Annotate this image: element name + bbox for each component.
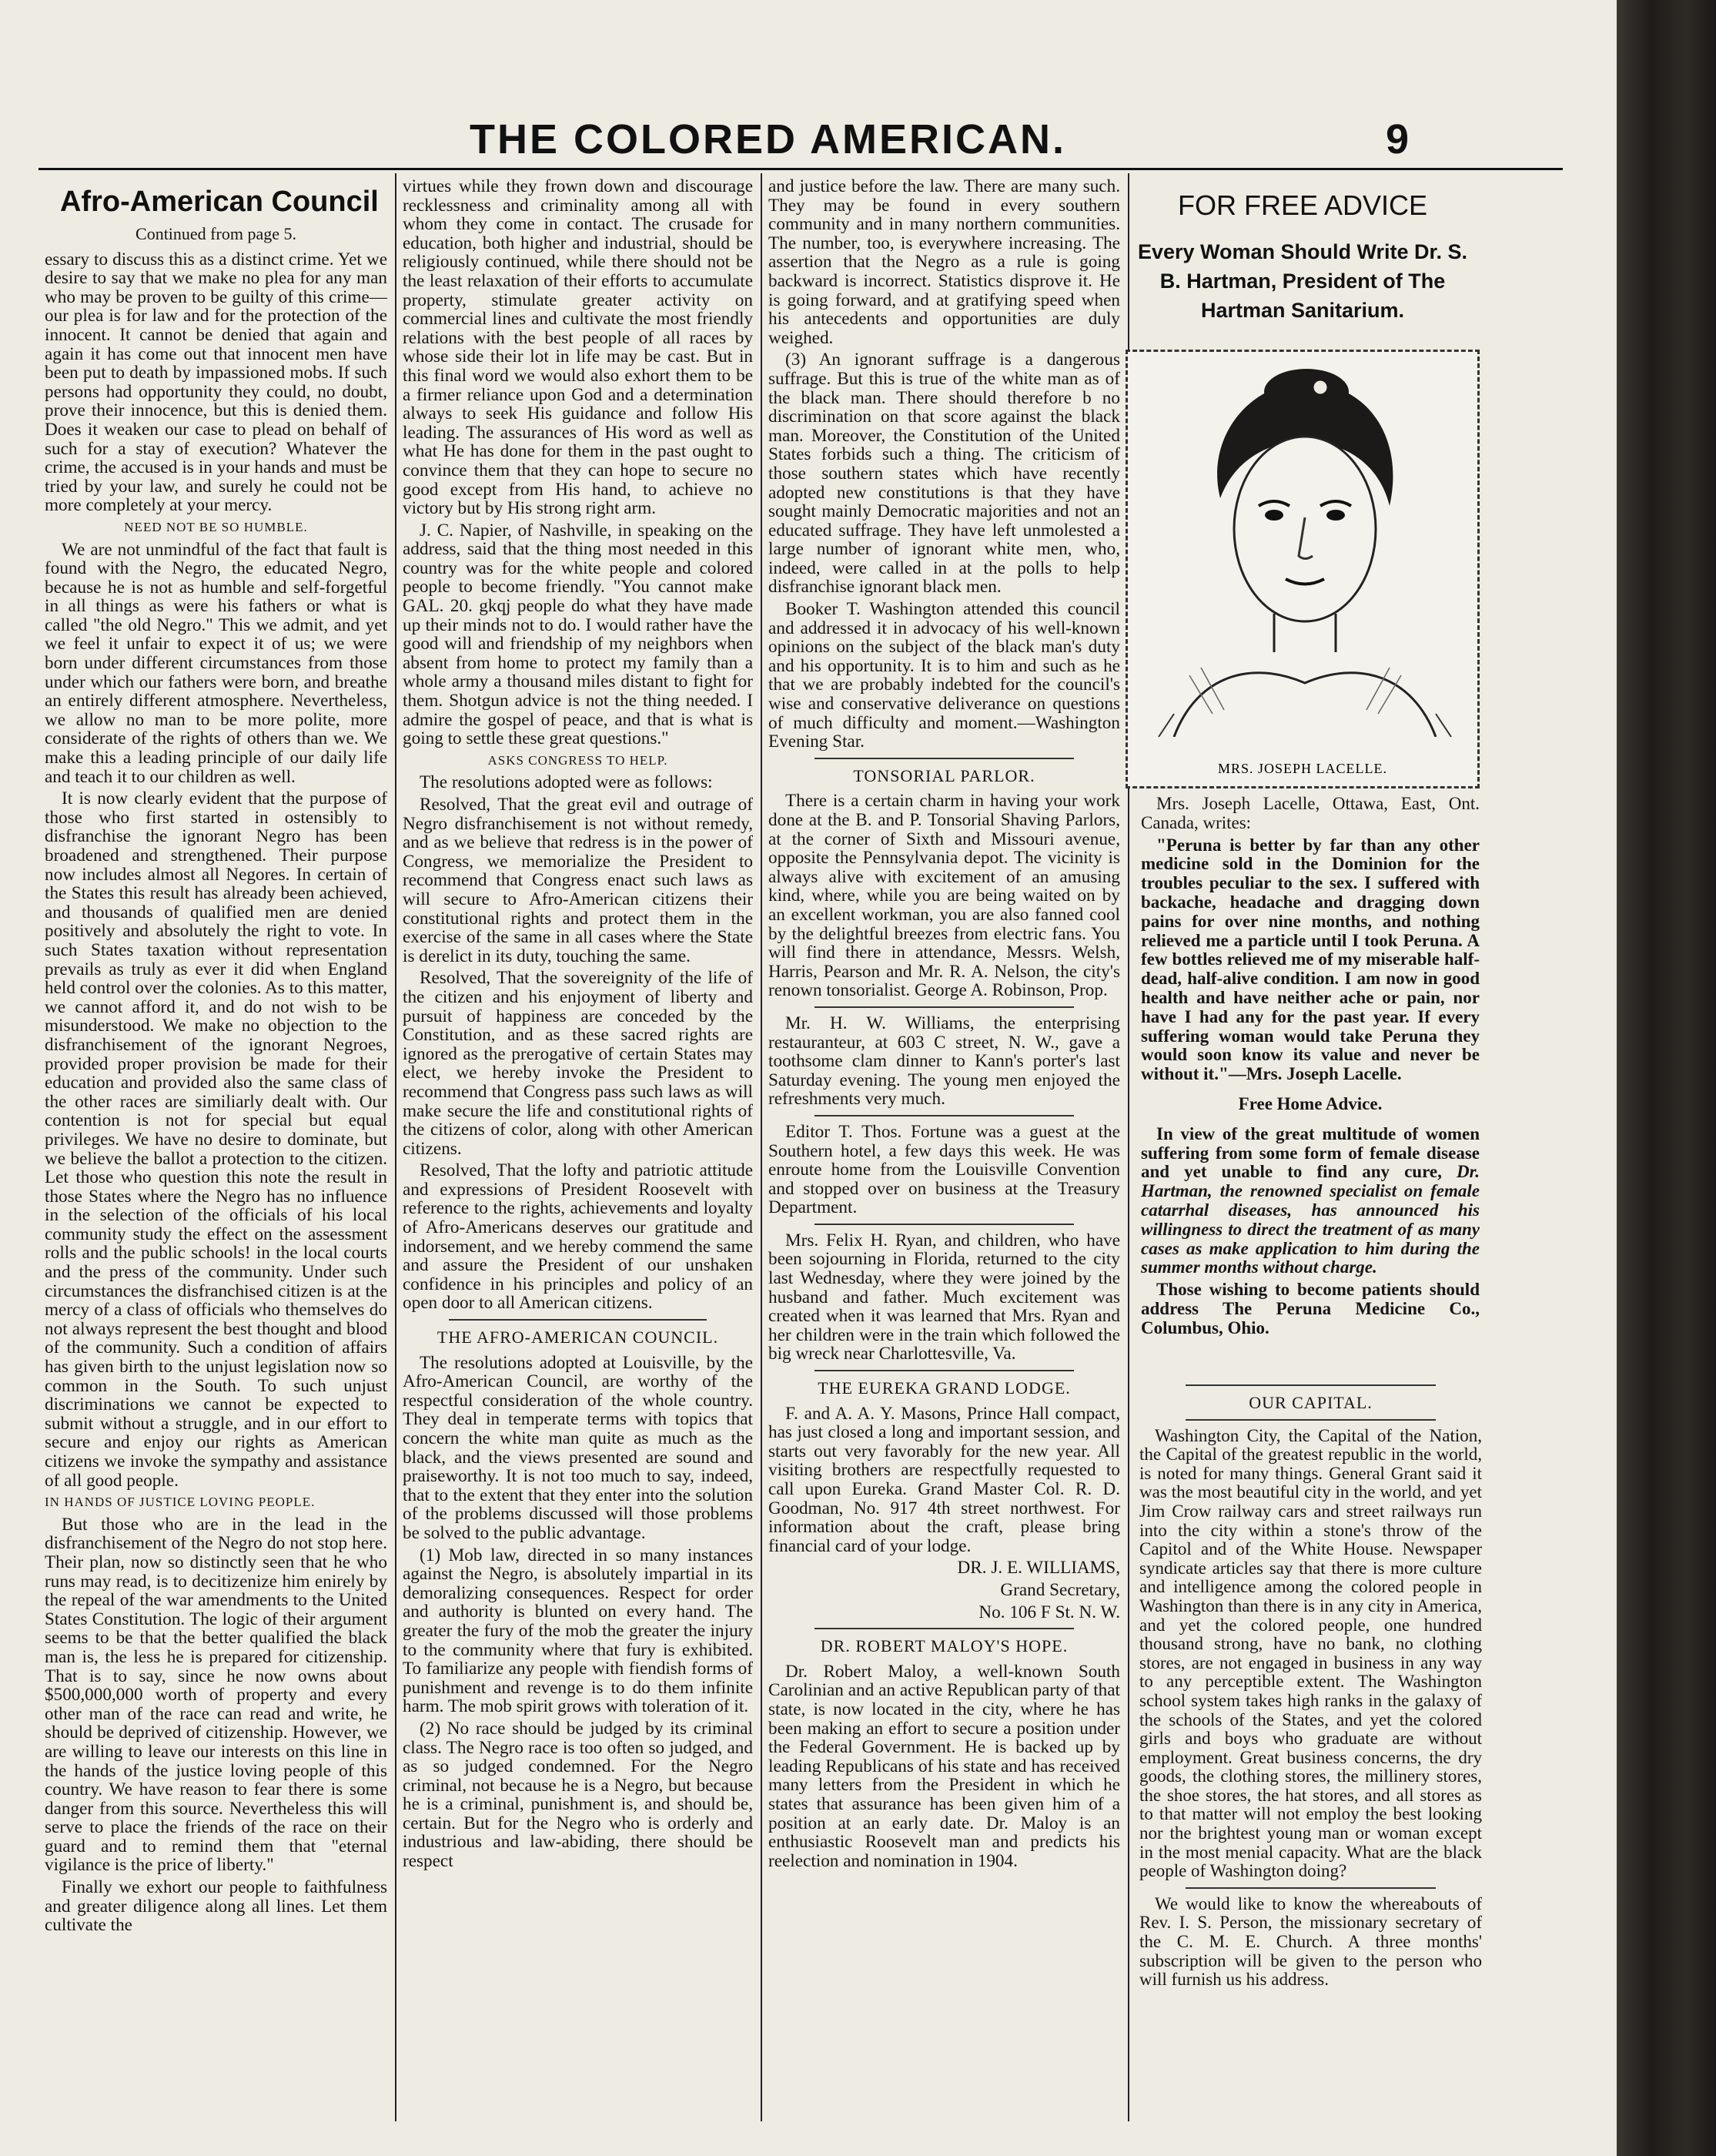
subheading: NEED NOT BE SO HUMBLE. xyxy=(124,519,308,534)
paragraph: F. and A. A. Y. Masons, Prince Hall compact, has just closed a long and important session, and starts out very favorably for the new year. All visiting brothers are respectfully requested to call upon Eureka. Grand Master Col. R. D. Goodman, No. 917 4th street northwest. For information about the craft, please bring financial card of your lodge. xyxy=(768,1403,1120,1556)
paragraph: Mrs. Felix H. Ryan, and children, who have been sojourning in Florida, returned to the city last Wednesday, where they were joined by the husband and father. Much excitement was created when it was learned that Mrs. Ryan and her children were in the train which followed the big wreck near Charlottesville, Va. xyxy=(768,1230,1120,1364)
section-heading: THE AFRO-AMERICAN COUNCIL. xyxy=(437,1327,719,1348)
ad-title: FOR FREE ADVICE xyxy=(1177,189,1428,221)
continued-note: Continued from page 5. xyxy=(135,224,296,243)
paragraph: Resolved, That the great evil and outrage of Negro disfranchisement is not without remedy, and as we believe that redress is in the power of Congress, we memorialize the President to recommend that Congress enact such laws as will secure to Afro-American citizens their constitutional rights and protect them in the exercise of the same in all cases where the State is derelict in its duty, touching the same. xyxy=(403,795,753,966)
ad-offer-emphasis: Dr. Hartman, the renowned specialist on female catarrhal diseases, has announced his willingness to direct the treatment of as many cases as make application to him during the summer months without charge. xyxy=(1141,1162,1480,1277)
ad-body xyxy=(1141,795,1480,1341)
page-header xyxy=(0,116,1540,169)
column-2 xyxy=(403,177,753,1874)
paragraph: Mr. H. W. Williams, the enterprising restauranteur, at 603 C street, N. W., gave a toothsome clam dinner to Kann's porter's last Saturday evening. The young men enjoyed the refreshments very much. xyxy=(768,1013,1120,1110)
article-title: Afro-American Council xyxy=(60,186,379,218)
section-heading: TONSORIAL PARLOR. xyxy=(853,765,1035,785)
paragraph: We are not unmindful of the fact that fault is found with the Negro, the educated Negro, because he is not as humble and self-forgetful in all things as were his fathers or what is called "the old Negro." This we admit, and yet we feel it unfair to expect it of us; we were born under different circumstances from those under which our fathers were born, and breathe an entirely different atmosphere. Nevertheless, we allow no man to be more polite, more considerate of the rights of others than we. We make this a leading principle of our daily life and teach it to our children as well. xyxy=(45,539,387,787)
paragraph xyxy=(1141,1125,1480,1277)
paragraph: It is now clearly evident that the purpose of those who first started in ostensibly to disfranchise the ignorant Negro has been broadened and strengthened. Their purpose now includes almost all Negores. In certain of the States this result has already been achieved, and thousands of qualified men are denied positively and absolutely the right to vote. In such States taxation without representation prevails as truly as ever it did when England held control over the colonies. As to this matter, we cannot afford it, and do not wish to be misunderstood. We make no objection to the disfranchisement of the ignorant Negroes, provided proper provision be made for their education and provided also the same class of the other races are similiarly dealt with. Our contention is not for special but equal privileges. We have no desire to dominate, but we believe the ballot a protection to the citizen. Let those who question this note the result in those States where the Negro has no influence in the selection of the officials of his local community study the effect on the assessment rolls and the public schools! in the local courts and the press of the community. Under such circumstances the disfranchised citizen is at the mercy of a class of officials who themselves do not always represent the best thought and blood of the community. Such a condition of affairs has given birth to the unjust legislation now so common in the South. To such unjust discriminations we cannot be expected to submit without a struggle, and in our effort to secure and enjoy our rights as American citizens we invoke the sympathy and assistance of all good people. xyxy=(45,788,387,1491)
page-number: 9 xyxy=(1386,116,1410,162)
paragraph: But those who are in the lead in the disfranchisement of the Negro do not stop here. Their plan, now so distinctly seen that he who runs may read, is to decitizenize him enirely by the repeal of the war amendments to the United States Constitution. The logic of their argument seems to be that the better qualified the black man is, the less he is prepared for citizenship. That is to say, since he now owns about $500,000,000 worth of property and every other man of the race can read and write, he should be deprived of citizenship. However, we are willing to leave our interests on this line in the hands of the justice loving people of this country. We have reason to fear there is some danger from this source. Nevertheless this will serve to place the friends of the race on their guard and to remind them that "eternal vigilance is the price of liberty." xyxy=(45,1514,387,1876)
ad-offer-text: In view of the great multitude of women suffering from some form of female disease and yet unable to find any cure, xyxy=(1141,1123,1480,1182)
divider xyxy=(815,1006,1074,1008)
paragraph: Booker T. Washington attended this council and addressed it in advocacy of his well-known opinions on the subject of the black man's duty and his opportunity. It is to him and such as he that we are probably indebted for the council's wise and conservative deliverance on questions of much difficulty and moment.—Washington Evening Star. xyxy=(768,599,1120,752)
signature-line: Grand Secretary, xyxy=(1000,1579,1120,1600)
divider xyxy=(815,1628,1074,1629)
divider xyxy=(1186,1887,1436,1889)
paragraph: J. C. Napier, of Nashville, in speaking on the address, said that the thing most needed in this country was for the white people and colored people to become friendly. "You cannot make GAL. 20. gkqj people do what they have made up their minds not to do. I would rather have the good will and friendship of my neighbors when absent from home to protect my family than a whole army a thousand miles distant to fight for them. Shotgun advice is not the thing needed. I admire the gospel of peace, and that is what is going to settle these great questions." xyxy=(403,520,753,749)
book-edge xyxy=(1617,0,1716,2156)
divider xyxy=(815,1370,1074,1371)
paragraph: Finally we exhort our people to faithfulness and greater diligence along all lines. Let them cultivate the xyxy=(45,1877,387,1936)
divider xyxy=(815,1115,1074,1116)
paragraph: Washington City, the Capital of the Nation, the Capital of the greatest republic in the world, is noted for many things. General Grant said it was the most beautiful city in the world, and yet Jim Crow railway cars and street railways run into the city within a stone's throw of the Capitol and of the White House. Newspaper syndicate articles say that there is more culture and intelligence among the colored people in Washington than there is in any city in America, and yet the colored people, one hundred thousand strong, have no bank, no clothing stores, are not engaged in business in any way to any perceptible extent. The Washington school system takes high ranks in the galaxy of the schools of the States, and yet the colored girls and boys who graduate are without employment. Great business concerns, the dry goods, the clothing stores, the millinery stores, the shoe stores, the hat stores, and all stores as to that matter will not employ the best looking nor the brightest young man or woman except in the most menial capacity. What are the black people of Washington doing? xyxy=(1139,1425,1482,1881)
masthead: THE COLORED AMERICAN. xyxy=(470,116,1066,162)
signature-line: DR. J. E. WILLIAMS, xyxy=(957,1558,1120,1578)
portrait-caption: MRS. JOSEPH LACELLE. xyxy=(1217,761,1388,776)
paragraph: (1) Mob law, directed in so many instances against the Negro, is absolutely impartial in its demoralizing consequences. Respect for order and authority is blunted on every hand. The greater the fury of the mob the greater the injury to the community where that fury is exhibited. To familiarize any people with fiendish forms of punishment and revenge is to do them infinite harm. The mob spirit grows with toleration of it. xyxy=(403,1545,753,1717)
paragraph: virtues while they frown down and discourage recklessness and criminality among all with whom they come in contact. The crusade for education, both higher and industrial, should be religiously continued, while there should not be the least relaxation of their efforts to accumulate property, stimulate greater activity on commercial lines and cultivate the most friendly relations with the best people of all races by whose side their lot in life may be cast. But in this final word we would also exhort them to be a firmer reliance upon God and a determination always to seek His guidance and follow His leading. The assurances of His word as well as what He has done for them in the past ought to convince them that they can hope to secure no good except from His hand, to achieve no victory but by His strong right arm. xyxy=(403,176,753,519)
section-heading: OUR CAPITAL. xyxy=(1249,1393,1373,1412)
divider xyxy=(449,1319,707,1321)
paragraph: (2) No race should be judged by its criminal class. The Negro race is too often so judged, and as so judged condemned. For the Negro criminal, not because he is a Negro, but because he is a criminal, punishment is, and should be, certain. But for the Negro who is orderly and industrious and law-abiding, there should be respect xyxy=(403,1718,753,1872)
paragraph: (3) An ignorant suffrage is a dangerous suffrage. But this is true of the white man as of the black man. There should therefore b no discrimination on that score against the black man. Moreover, the Constitution of the United States forbids such a thing. The criticism of those southern states which have recently adopted new constitutions is that they have sought mainly Democratic majorities and not an educated suffrage. They have left unmolested a large number of ignorant white men, who, indeed, were called in at the polls to help disfranchise ignorant black men. xyxy=(768,350,1120,598)
section-heading: DR. ROBERT MALOY'S HOPE. xyxy=(820,1636,1069,1656)
our-capital-article xyxy=(1139,1378,1482,1993)
paragraph: Editor T. Thos. Fortune was a guest at the Southern hotel, a few days this week. He was enroute home from the Louisville Convention and stopped over on business at the Treasury Department. xyxy=(768,1121,1120,1218)
signature-line: No. 106 F St. N. W. xyxy=(978,1602,1120,1622)
testimonial-quote: "Peruna is better by far than any other medicine sold in the Dominion for the troubles peculiar to the sex. I suffered with backache, headache and dragging down pains for over nine months, and nothing relieved me a particle until I took Peruna. A few bottles relieved me of my miserable half-dead, half-alive condition. I am now in good health and have neither ache or pain, nor have I had any for the past year. If every suffering woman would take Peruna they would soon know its value and never be without it."—Mrs. Joseph Lacelle. xyxy=(1141,835,1480,1084)
peruna-advertisement xyxy=(1126,179,1480,1364)
paragraph: and justice before the law. There are many such. They may be found in every southern community and in many northern communities. The number, too, is everywhere increasing. The assertion that the Negro as a rule is going backward is incorrect. Statistics disprove it. He is going forward, and at gratifying speed when his antecedents and opportunities are duly weighed. xyxy=(768,176,1120,348)
paragraph: Mrs. Joseph Lacelle, Ottawa, East, Ont. Canada, writes: xyxy=(1141,794,1480,832)
ad-subtitle: Every Woman Should Write Dr. S. B. Hartman, President of The Hartman Sanitarium. xyxy=(1137,240,1468,322)
portrait-illustration xyxy=(1126,350,1480,788)
paragraph: The resolutions adopted were as follows: xyxy=(420,772,713,793)
woman-portrait-icon xyxy=(1128,352,1477,737)
column-3 xyxy=(768,177,1120,1873)
paragraph: Resolved, That the lofty and patriotic attitude and expressions of President Roosevelt with reference to the rights, achievements and loyalty of Afro-Americans deserves our gratitude and indorsement, and we hereby commend the same and assure the President of our unshaken confidence in his principles and policy of an open door to all American citizens. xyxy=(403,1160,753,1314)
paragraph: We would like to know the whereabouts of Rev. I. S. Person, the missionary secretary of the C. M. E. Church. A three months' subscription will be given to the person who will furnish us his address. xyxy=(1139,1893,1482,1990)
paragraph: essary to discuss this as a distinct crime. Yet we desire to say that we make no plea for any man who may be proven to be guilty of this crime—our plea is for law and for the protection of the innocent. It cannot be denied that again and again it has come out that innocent men have been put to death by impassioned mobs. If such persons had opportunity they could, no doubt, prove their innocence, but this is denied them. Does it weaken our case to plead on behalf of such for a stay of execution? Whatever the crime, the accused is in your hands and must be tried by your law, and surely he could not be more completely at your mercy. xyxy=(45,249,387,516)
header-rule xyxy=(38,168,1563,170)
divider xyxy=(815,1224,1074,1225)
paragraph: Those wishing to become patients should address The Peruna Medicine Co., Columbus, Ohio. xyxy=(1141,1280,1480,1337)
subheading: IN HANDS OF JUSTICE LOVING PEOPLE. xyxy=(45,1495,316,1510)
section-heading: THE EUREKA GRAND LODGE. xyxy=(818,1378,1071,1398)
column-rule xyxy=(761,173,762,2121)
divider xyxy=(1186,1419,1436,1421)
divider xyxy=(815,758,1074,759)
paragraph: Dr. Robert Maloy, a well-known South Carolinian and an active Republican party of that state, is now located in the city, where he has been making an effort to secure a position under the Federal Government. He is backed up by leading Republicans of his state and has received many letters from the President in which he states that assurance has been given him of a position at an early date. Dr. Maloy is an enthusiastic Roosevelt man and predicts his reelection and nomination in 1904. xyxy=(768,1661,1120,1871)
column-rule xyxy=(395,173,396,2121)
paragraph: Resolved, That the sovereignity of the life of the citizen and his enjoyment of liberty and pursuit of happiness are conceded by the Constitution, and as these sacred rights are ignored as the prerogative of certain States may elect, we hereby invoke the President to recommend that Congress pass such laws as will make secure the life and constitutional rights of the citizens of color, along with other American citizens. xyxy=(403,968,753,1159)
column-1 xyxy=(45,177,387,1938)
subheading: ASKS CONGRESS TO HELP. xyxy=(487,752,668,768)
divider xyxy=(1186,1384,1436,1386)
subheading: Free Home Advice. xyxy=(1238,1093,1383,1113)
paragraph: The resolutions adopted at Louisville, by the Afro-American Council, are worthy of the respectful consideration of the whole country. They deal in temperate terms with topics that concern the white man quite as much as the black, and the views presented are sound and praiseworthy. It is not too much to say, indeed, that to the extent that they enter into the solution of the problems discussed will those problems be solved to the public advantage. xyxy=(403,1352,753,1543)
paragraph: There is a certain charm in having your work done at the B. and P. Tonsorial Shaving Parlors, at the corner of Sixth and Missouri avenue, opposite the Pennsylvania depot. The vicinity is always alive with excitement of an amusing kind, where, while you are being waited on by an excellent workman, you are also fanned cool by the delightful breezes from electric fans. You will find there in attendance, Messrs. Welsh, Harris, Pearson and Mr. R. A. Nelson, the city's renown tonsorialist. George A. Robinson, Prop. xyxy=(768,791,1120,1001)
